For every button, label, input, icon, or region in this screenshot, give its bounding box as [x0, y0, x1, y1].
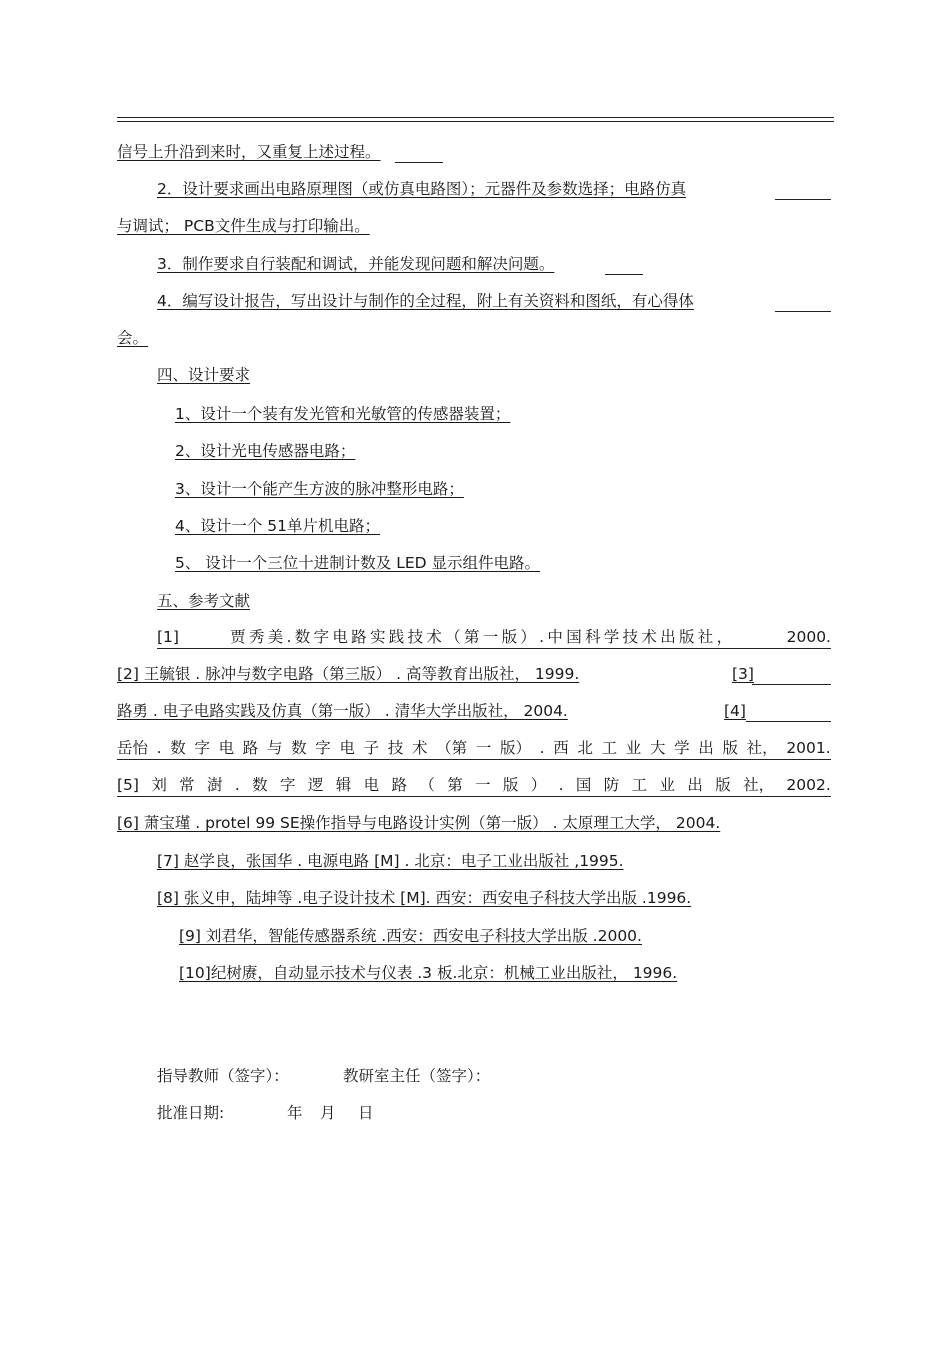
- ref-word: （: [419, 776, 435, 794]
- ref-word: 版: [722, 739, 738, 757]
- approval-date-label: 批准日期:: [157, 1104, 225, 1122]
- ref-word: 版: [715, 776, 731, 794]
- ref-word: .: [558, 776, 564, 794]
- underline-fill: [752, 684, 831, 685]
- advisor-signature-label: 指导教师（签字）：: [157, 1067, 289, 1085]
- ref-word: 版）: [500, 739, 532, 757]
- ref-word: 2002.: [786, 776, 831, 794]
- reference-1: [157, 627, 831, 649]
- ref-word: 防: [603, 776, 620, 794]
- reference-4-index: [4]: [724, 702, 746, 720]
- ref-word: ）: [530, 776, 547, 794]
- ref-word: （第: [436, 739, 468, 757]
- header-rule-top: [117, 117, 834, 118]
- paragraph-4-line-1: 4．编写设计报告，写出设计与制作的全过程，附上有关资料和图纸，有心得体: [157, 292, 694, 310]
- paragraph-2-line-1: 2．设计要求画出电路原理图（或仿真电路图）；元器件及参数选择；电路仿真: [157, 180, 687, 198]
- reference-2: [2] 王毓银 . 脉冲与数字电路（第三版） . 高等教育出版社， 1999.: [117, 665, 580, 683]
- ref-word: 路: [391, 776, 407, 794]
- ref-word: 数: [170, 739, 186, 757]
- requirement-item-1: 1、设计一个装有发光管和光敏管的传感器装置；: [175, 405, 511, 423]
- underline-fill: [746, 721, 831, 722]
- underline-fill: [605, 274, 643, 275]
- underline-fill: [775, 311, 831, 312]
- ref-word: 刘: [151, 776, 167, 794]
- reference-6: [6] 萧宝瑾 . protel 99 SE操作指导与电路设计实例（第一版） . 太原理工大学， 2004.: [117, 814, 721, 832]
- requirement-item-4: 4、设计一个 51单片机电路；: [175, 517, 381, 535]
- ref-word: .: [539, 739, 545, 757]
- ref-word: 2001.: [786, 739, 831, 757]
- ref-word: [5]: [117, 776, 139, 794]
- requirement-item-5: 5、 设计一个三位十进制计数及 LED 显示组件电路。: [175, 554, 541, 572]
- ref-word: 辑: [335, 776, 352, 794]
- ref-word: 字: [315, 739, 331, 757]
- reference-8: [8] 张义申，陆坤等 .电子设计技术 [M]. 西安：西安电子科技大学出版 .1996.: [157, 889, 692, 907]
- ref-word: 社，: [743, 776, 775, 794]
- reference-9: [9] 刘君华，智能传感器系统 .西安：西安电子科技大学出版 .2000.: [179, 927, 642, 945]
- ref-word: 西: [553, 739, 569, 757]
- reference-3: 路勇 . 电子电路实践及仿真（第一版） . 清华大学出版社， 2004.: [117, 702, 568, 720]
- ref-word: 电: [339, 739, 355, 757]
- ref-word: 第: [447, 776, 463, 794]
- ref-word: 北: [577, 739, 593, 757]
- date-day-label: 日: [358, 1104, 374, 1122]
- reference-10: [10]纪树赓，自动显示技术与仪表 .3 板.北京：机械工业出版社， 1996.: [179, 964, 678, 982]
- ref-word: 字: [194, 739, 210, 757]
- ref-word: 国: [575, 776, 592, 794]
- ref-word: 数: [252, 776, 268, 794]
- paragraph-1: 信号上升沿到来时，又重复上述过程。: [117, 143, 381, 161]
- paragraph-2-line-2: 与调试； PCB文件生成与打印输出。: [117, 217, 370, 235]
- ref-word: 术: [411, 739, 428, 757]
- underline-fill: [775, 199, 831, 200]
- date-month-label: 月: [320, 1104, 336, 1122]
- date-year-label: 年: [287, 1104, 303, 1122]
- ref-word: 岳怡: [117, 739, 149, 757]
- ref-word: 出: [687, 776, 703, 794]
- ref-word: 学: [674, 739, 690, 757]
- ref-word: .: [156, 739, 162, 757]
- ref-word: 常: [179, 776, 195, 794]
- ref-word: 子: [363, 739, 380, 757]
- reference-1-text: 贾秀美.数字电路实践技术（第一版）.中国科学技术出版社，: [230, 628, 736, 646]
- ref-word: 路: [242, 739, 259, 757]
- ref-word: .: [234, 776, 240, 794]
- ref-word: 电: [218, 739, 235, 757]
- ref-word: 工: [601, 739, 618, 757]
- requirement-item-3: 3、设计一个能产生方波的脉冲整形电路；: [175, 480, 464, 498]
- ref-word: 出: [698, 739, 714, 757]
- reference-5: [117, 775, 831, 797]
- ref-word: 与: [266, 739, 283, 757]
- paragraph-4-line-2: 会。: [117, 329, 149, 347]
- ref-word: 业: [659, 776, 675, 794]
- reference-1-index: [1]: [157, 628, 179, 646]
- underline-fill: [395, 162, 443, 163]
- ref-word: 逻: [307, 776, 324, 794]
- ref-word: 版: [502, 776, 519, 794]
- ref-word: 工: [631, 776, 648, 794]
- section-4-heading: 四、设计要求: [157, 366, 251, 384]
- ref-word: 一: [475, 776, 491, 794]
- reference-3-index: [3]: [732, 665, 754, 683]
- ref-word: 业: [625, 739, 642, 757]
- ref-word: 电: [363, 776, 380, 794]
- director-signature-label: 教研室主任（签字）：: [343, 1067, 491, 1085]
- ref-word: 澍: [207, 776, 223, 794]
- header-rule-bottom: [117, 121, 834, 122]
- section-5-heading: 五、参考文献: [157, 592, 251, 610]
- ref-word: 社，: [746, 739, 778, 757]
- ref-word: 一: [475, 739, 492, 757]
- requirement-item-2: 2、设计光电传感器电路；: [175, 442, 356, 460]
- ref-word: 技: [387, 739, 404, 757]
- ref-word: 数: [291, 739, 307, 757]
- ref-word: 大: [649, 739, 666, 757]
- reference-7: [7] 赵学良，张国华 . 电源电路 [M] . 北京：电子工业出版社 ,1995.: [157, 852, 624, 870]
- paragraph-3: 3．制作要求自行装配和调试，并能发现问题和解决问题。: [157, 255, 555, 273]
- reference-1-year: 2000.: [786, 628, 831, 646]
- ref-word: 字: [280, 776, 296, 794]
- reference-4: [117, 738, 831, 760]
